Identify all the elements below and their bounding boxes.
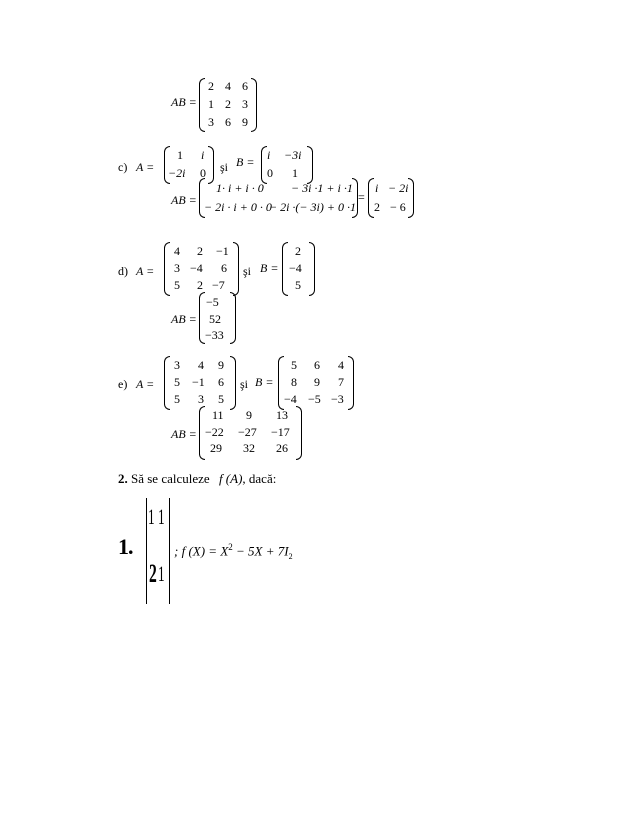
cell: 1 [208, 97, 214, 111]
cell: −1 [192, 375, 205, 389]
cell: i [201, 148, 205, 162]
cell: 3 [242, 97, 248, 111]
cell: 1 [292, 166, 298, 180]
problem-2-heading [118, 472, 276, 485]
right-paren [348, 356, 354, 410]
cell: 5 [218, 392, 224, 406]
cell: 2 [149, 559, 157, 588]
cell: −17 [271, 425, 290, 439]
cell: − 2i ·(− 3i) + 0 ·1 [269, 200, 356, 214]
cell: 2 [197, 244, 203, 258]
function-formula [174, 543, 293, 561]
cell: 9 [246, 408, 252, 422]
formula-mid: − 5X + 7I [232, 543, 289, 559]
cell: 3 [198, 392, 204, 406]
cell: 2 [197, 278, 203, 292]
exponent: 2 [228, 542, 233, 552]
cell: −4 [190, 261, 203, 275]
cell: 52 [209, 312, 221, 326]
cell: 11 [212, 408, 224, 422]
si-word: şi [220, 160, 229, 174]
cell: −4 [289, 261, 302, 275]
ab-lhs: AB = [171, 95, 197, 109]
cell: 3 [174, 261, 180, 275]
cell: 4 [198, 358, 204, 372]
formula-prefix: ; f (X) = X [174, 543, 229, 559]
cell: −4 [284, 392, 297, 406]
cell: −7 [212, 278, 225, 292]
item-label: 1. [118, 534, 133, 559]
right-paren [233, 242, 239, 296]
cell: − 6 [390, 200, 406, 214]
cell: − 2i · i + 0 · 0 [204, 200, 272, 214]
cell: − 3i ·1 + i ·1 [291, 181, 353, 195]
right-paren [230, 292, 236, 344]
cell: 1· i + i · 0 [216, 181, 264, 195]
left-paren [199, 78, 205, 132]
cell: 4 [174, 244, 180, 258]
b-lhs: B = [260, 261, 279, 275]
identity-subscript: 2 [288, 551, 293, 561]
ab-lhs: AB = [171, 312, 197, 326]
cell: 5 [295, 278, 301, 292]
cell: 5 [174, 375, 180, 389]
right-paren [307, 146, 313, 184]
cell: 6 [221, 261, 227, 275]
problem-text: Să se calculeze [131, 471, 210, 486]
cell: i [267, 148, 271, 162]
cell: 26 [276, 441, 288, 455]
a-lhs: A = [136, 264, 155, 278]
cell: 6 [242, 79, 248, 93]
right-paren [230, 356, 236, 410]
cell: 2 [374, 200, 380, 214]
right-paren [251, 78, 257, 132]
cell: 9 [242, 115, 248, 129]
cell: 1 [148, 504, 155, 529]
cell: −2i [168, 166, 186, 180]
b-lhs: B = [255, 375, 274, 389]
cell: −5 [308, 392, 321, 406]
b-lhs: B = [236, 155, 255, 169]
cell: 1 [158, 561, 165, 586]
function-notation: f (A) [218, 471, 243, 486]
cell: 7 [338, 375, 344, 389]
matrix-left-bar [146, 498, 147, 604]
ab-lhs: AB = [171, 193, 197, 207]
cell: −3i [284, 148, 302, 162]
cell: −1 [216, 244, 229, 258]
cell: 2 [225, 97, 231, 111]
cell: 0 [200, 166, 206, 180]
cell: −22 [205, 425, 224, 439]
cell: − 2i [388, 181, 409, 195]
right-paren [408, 178, 414, 218]
cell: 4 [338, 358, 344, 372]
cell: 2 [208, 79, 214, 93]
equals-sign: = [358, 190, 365, 204]
cell: 13 [276, 408, 288, 422]
cell: −33 [205, 328, 224, 342]
cell: 1 [177, 148, 183, 162]
matrix-right-bar [169, 498, 170, 604]
right-paren [296, 406, 302, 460]
cell: 5 [291, 358, 297, 372]
section-label-d: d) [118, 264, 128, 278]
cell: 3 [174, 358, 180, 372]
problem-number: 2. [118, 471, 128, 486]
cell: 6 [225, 115, 231, 129]
section-label-e: e) [118, 377, 128, 391]
left-paren [282, 242, 288, 296]
si-word: şi [243, 264, 252, 278]
right-paren [208, 146, 214, 184]
cell: 3 [208, 115, 214, 129]
cell: 6 [218, 375, 224, 389]
cell: 5 [174, 392, 180, 406]
cell: 2 [295, 244, 301, 258]
left-paren [164, 356, 170, 410]
cell: −5 [206, 295, 219, 309]
cell: 6 [314, 358, 320, 372]
problem-tail: , dacă: [242, 471, 277, 486]
cell: i [375, 181, 379, 195]
cell: 4 [225, 79, 231, 93]
left-paren [164, 242, 170, 296]
a-lhs: A = [136, 377, 155, 391]
cell: 9 [218, 358, 224, 372]
cell: 0 [267, 166, 273, 180]
right-paren [309, 242, 315, 296]
cell: 9 [314, 375, 320, 389]
cell: 32 [243, 441, 255, 455]
cell: 8 [291, 375, 297, 389]
cell: 1 [158, 504, 165, 529]
cell: 29 [210, 441, 222, 455]
si-word: şi [240, 377, 249, 391]
cell: −3 [331, 392, 344, 406]
a-lhs: A = [136, 160, 155, 174]
ab-lhs: AB = [171, 427, 197, 441]
section-label-c: c) [118, 160, 128, 174]
cell: −27 [238, 425, 257, 439]
cell: 5 [174, 278, 180, 292]
